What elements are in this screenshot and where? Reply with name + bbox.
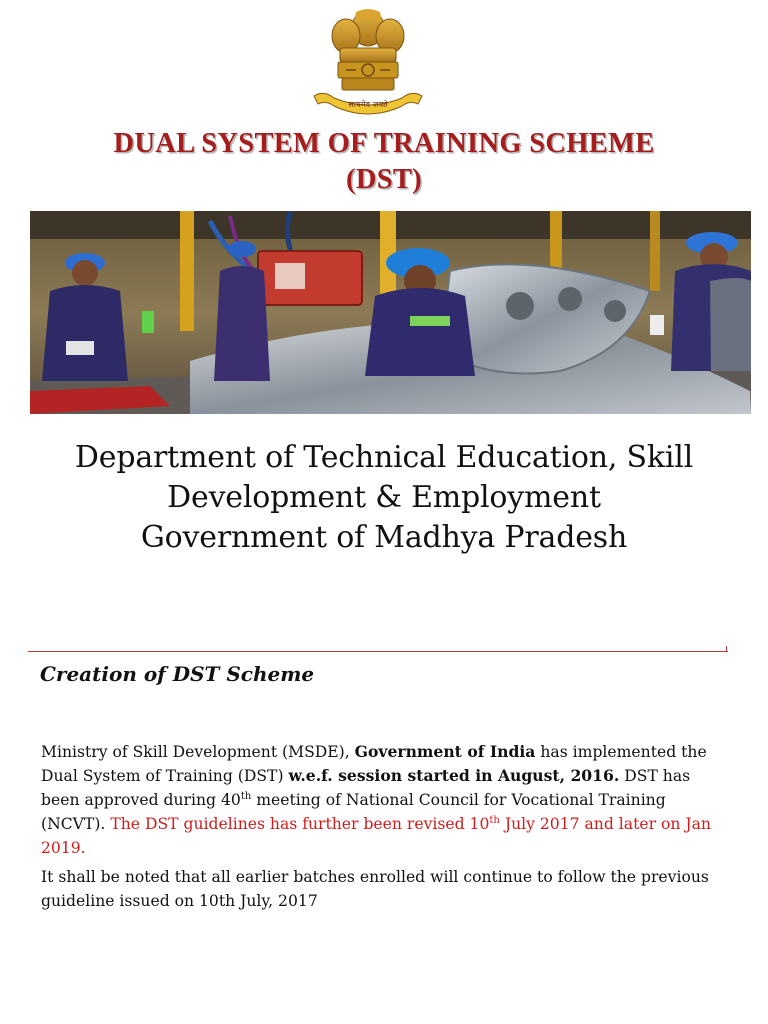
section-heading: Creation of DST Scheme	[40, 662, 315, 686]
department-name-line2: Development & Employment	[167, 480, 601, 515]
revision-note: The DST guidelines has further been revised 10	[110, 815, 490, 833]
para-text: Ministry of Skill Development (MSDE),	[41, 743, 355, 761]
emblem-motto: सत्यमेव जयते	[348, 100, 388, 109]
page-title-abbrev: (DST)	[346, 164, 422, 195]
section-divider-tick	[726, 646, 727, 652]
note-paragraph: It shall be noted that all earlier batches enrolled will continue to follow the previous guideline issued on 10th July, 2017	[41, 868, 709, 910]
para-bold-date: w.e.f. session started in August, 2016.	[288, 766, 620, 785]
department-name-line1: Department of Technical Education, Skill	[74, 440, 694, 475]
para-text: meeting of National Council for Vocational Training (NCVT).	[41, 791, 666, 833]
revision-note: July 2017 and later on Jan 2019.	[41, 815, 711, 857]
ordinal-suffix: th	[489, 815, 500, 826]
para-text: has implemented the Dual System of Training (DST)	[41, 743, 707, 785]
section-divider	[28, 651, 728, 652]
national-emblem-icon	[306, 4, 430, 122]
government-name: Government of Madhya Pradesh	[140, 520, 628, 555]
para-bold-govt: Government of India	[354, 742, 536, 761]
page-title: DUAL SYSTEM OF TRAINING SCHEME	[113, 128, 655, 159]
ordinal-suffix: th	[240, 791, 252, 802]
para-text: DST has been approved during 40	[41, 767, 691, 809]
intro-paragraph	[41, 740, 731, 860]
workshop-photo	[30, 211, 751, 414]
